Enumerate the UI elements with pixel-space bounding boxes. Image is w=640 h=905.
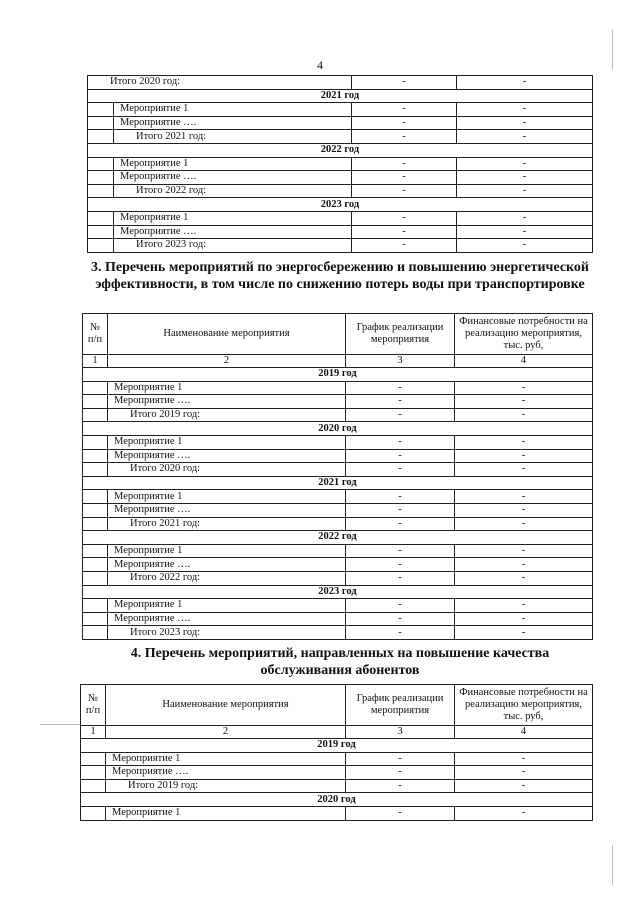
total-label: Итого 2019 год:	[108, 408, 346, 422]
total-label: Итого 2021 год:	[114, 130, 352, 144]
section-3-title: 3. Перечень мероприятий по энергосбережению и повышению энергетической эффективности, в том числе по снижению потерь воды при транспортировке	[90, 260, 590, 292]
total-label: Итого 2020 год:	[108, 463, 346, 477]
finance-cell: -	[455, 381, 593, 395]
page-number: 4	[317, 58, 323, 72]
event-name: Мероприятие 1	[108, 435, 346, 449]
table-row	[88, 103, 593, 117]
row-label: Итого 2020 год:	[88, 76, 352, 90]
table-row	[88, 171, 593, 185]
continuation-table	[87, 75, 593, 253]
schedule-cell: -	[346, 766, 455, 780]
event-name: Мероприятие 1	[108, 599, 346, 613]
column-number: 4	[455, 355, 593, 368]
total-label: Итого 2019 год:	[106, 779, 346, 793]
finance-cell: -	[455, 599, 593, 613]
column-header-finance: Финансовые потребности на реализацию мероприятия, тыс. руб,	[455, 685, 593, 726]
schedule-cell: -	[346, 517, 455, 531]
table-row	[83, 490, 593, 504]
year-label: 2019 год	[81, 739, 593, 753]
schedule-cell: -	[346, 463, 455, 477]
schedule-cell: -	[352, 130, 457, 144]
column-number: 2	[106, 726, 346, 739]
schedule-cell: -	[346, 408, 455, 422]
finance-cell: -	[457, 116, 593, 130]
year-label: 2022 год	[83, 531, 593, 545]
finance-cell: -	[455, 626, 593, 640]
table-row	[83, 381, 593, 395]
finance-cell: -	[455, 395, 593, 409]
year-label: 2021 год	[88, 89, 593, 103]
section-3-table	[82, 313, 593, 640]
schedule-cell: -	[346, 626, 455, 640]
year-label: 2022 год	[88, 143, 593, 157]
schedule-cell: -	[346, 571, 455, 585]
total-label: Итого 2021 год:	[108, 517, 346, 531]
scan-edge-line	[612, 845, 613, 885]
column-header-num: № п/п	[83, 314, 108, 355]
table-row	[83, 571, 593, 585]
finance-cell: -	[455, 435, 593, 449]
schedule-cell: -	[352, 171, 457, 185]
year-label: 2020 год	[83, 422, 593, 436]
header-row	[83, 314, 593, 355]
finance-cell: -	[457, 211, 593, 225]
finance-cell: -	[457, 184, 593, 198]
schedule-cell: -	[346, 558, 455, 572]
year-row	[81, 793, 593, 807]
event-name: Мероприятие ….	[108, 449, 346, 463]
finance-cell: -	[455, 558, 593, 572]
schedule-cell: -	[346, 395, 455, 409]
total-label: Итого 2022 год:	[108, 571, 346, 585]
finance-cell: -	[455, 612, 593, 626]
column-header-schedule: График реализации мероприятия	[346, 685, 455, 726]
table-row	[83, 517, 593, 531]
year-label: 2019 год	[83, 368, 593, 382]
schedule-cell: -	[346, 435, 455, 449]
schedule-cell: -	[352, 225, 457, 239]
table-row	[81, 766, 593, 780]
column-number: 1	[83, 355, 108, 368]
table-row	[81, 779, 593, 793]
table-row	[88, 225, 593, 239]
year-label: 2023 год	[88, 198, 593, 212]
column-header-name: Наименование мероприятия	[106, 685, 346, 726]
event-name: Мероприятие 1	[106, 806, 346, 820]
total-label: Итого 2023 год:	[108, 626, 346, 640]
schedule-cell: -	[352, 157, 457, 171]
schedule-cell: -	[346, 544, 455, 558]
table-row	[83, 612, 593, 626]
table-row	[83, 449, 593, 463]
table-row	[83, 435, 593, 449]
finance-cell: -	[455, 779, 593, 793]
schedule-cell: -	[346, 599, 455, 613]
schedule-cell: -	[346, 612, 455, 626]
finance-cell: -	[457, 103, 593, 117]
finance-cell: -	[457, 130, 593, 144]
year-label: 2020 год	[81, 793, 593, 807]
table-row	[81, 806, 593, 820]
table-row	[88, 130, 593, 144]
finance-cell: -	[457, 171, 593, 185]
year-row	[83, 585, 593, 599]
event-name: Мероприятие 1	[108, 490, 346, 504]
schedule-cell: -	[346, 806, 455, 820]
total-label: Итого 2022 год:	[114, 184, 352, 198]
section-4-title: 4. Перечень мероприятий, направленных на повышение качества обслуживания абонентов	[130, 646, 550, 678]
table-row	[83, 395, 593, 409]
year-label: 2021 год	[83, 476, 593, 490]
finance-cell: -	[455, 463, 593, 477]
column-number: 3	[346, 726, 455, 739]
schedule-cell: -	[352, 184, 457, 198]
schedule-cell: -	[346, 381, 455, 395]
table-row	[83, 544, 593, 558]
finance-cell: -	[457, 157, 593, 171]
event-name: Мероприятие 1	[114, 157, 352, 171]
event-name: Мероприятие ….	[114, 116, 352, 130]
year-label: 2023 год	[83, 585, 593, 599]
event-name: Мероприятие ….	[114, 171, 352, 185]
table-row	[83, 503, 593, 517]
table-row	[83, 463, 593, 477]
event-name: Мероприятие 1	[114, 211, 352, 225]
schedule-cell: -	[346, 779, 455, 793]
event-name: Мероприятие 1	[108, 381, 346, 395]
event-name: Мероприятие ….	[108, 503, 346, 517]
year-row	[88, 198, 593, 212]
schedule-cell: -	[352, 211, 457, 225]
event-name: Мероприятие ….	[106, 766, 346, 780]
schedule-cell: -	[346, 449, 455, 463]
table-row	[88, 76, 593, 90]
column-header-finance: Финансовые потребности на реализацию мероприятия, тыс. руб,	[455, 314, 593, 355]
schedule-cell: -	[352, 116, 457, 130]
schedule-cell: -	[352, 239, 457, 253]
column-number-row	[83, 355, 593, 368]
table-row	[88, 211, 593, 225]
table-row	[88, 184, 593, 198]
year-row	[83, 368, 593, 382]
schedule-cell: -	[346, 752, 455, 766]
finance-cell: -	[455, 408, 593, 422]
column-number: 3	[346, 355, 455, 368]
finance-cell: -	[455, 571, 593, 585]
finance-cell: -	[455, 503, 593, 517]
event-name: Мероприятие ….	[108, 395, 346, 409]
finance-cell: -	[455, 806, 593, 820]
year-row	[88, 143, 593, 157]
schedule-cell: -	[346, 503, 455, 517]
finance-cell: -	[455, 517, 593, 531]
event-name: Мероприятие ….	[114, 225, 352, 239]
column-number-row	[81, 726, 593, 739]
column-number: 1	[81, 726, 106, 739]
table-row	[83, 408, 593, 422]
event-name: Мероприятие ….	[108, 612, 346, 626]
finance-cell: -	[455, 544, 593, 558]
finance-cell: -	[455, 490, 593, 504]
column-header-name: Наименование мероприятия	[108, 314, 346, 355]
table-row	[83, 626, 593, 640]
schedule-cell: -	[352, 103, 457, 117]
finance-cell: -	[455, 449, 593, 463]
finance-cell: -	[457, 76, 593, 90]
column-header-num: № п/п	[81, 685, 106, 726]
scan-edge-line	[612, 30, 613, 70]
year-row	[81, 739, 593, 753]
year-row	[88, 89, 593, 103]
table-row	[83, 558, 593, 572]
schedule-cell: -	[346, 490, 455, 504]
finance-cell: -	[457, 239, 593, 253]
event-name: Мероприятие 1	[108, 544, 346, 558]
section-4-table	[80, 684, 593, 821]
event-name: Мероприятие ….	[108, 558, 346, 572]
column-number: 4	[455, 726, 593, 739]
year-row	[83, 422, 593, 436]
finance-cell: -	[457, 225, 593, 239]
table-row	[88, 157, 593, 171]
event-name: Мероприятие 1	[114, 103, 352, 117]
event-name: Мероприятие 1	[106, 752, 346, 766]
year-row	[83, 531, 593, 545]
total-label: Итого 2023 год:	[114, 239, 352, 253]
column-number: 2	[108, 355, 346, 368]
finance-cell: -	[455, 752, 593, 766]
schedule-cell: -	[352, 76, 457, 90]
table-row	[83, 599, 593, 613]
column-header-schedule: График реализации мероприятия	[346, 314, 455, 355]
year-row	[83, 476, 593, 490]
table-row	[81, 752, 593, 766]
table-row	[88, 239, 593, 253]
table-row	[88, 116, 593, 130]
finance-cell: -	[455, 766, 593, 780]
header-row	[81, 685, 593, 726]
scan-fold-line	[40, 724, 80, 725]
